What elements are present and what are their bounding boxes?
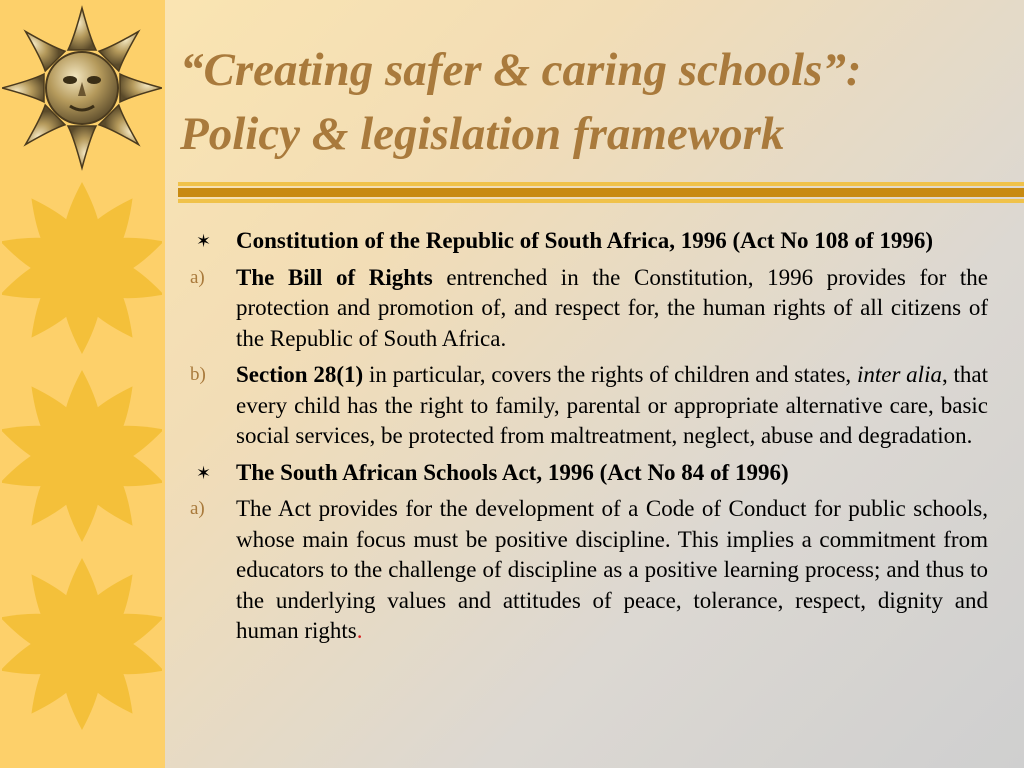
title-line-2: Policy & legislation framework: [180, 108, 785, 160]
item-heading: Section 28(1): [236, 362, 364, 387]
list-marker: a): [190, 266, 205, 288]
slide-title: [180, 38, 1020, 166]
slide-body: [190, 226, 988, 653]
title-line-1: “Creating safer & caring schools”:: [180, 44, 862, 96]
list-marker: a): [190, 498, 205, 519]
metal-sun-face-icon: [2, 4, 162, 174]
item-heading: Constitution of the Republic of South Africa, 1996 (Act No 108 of 1996): [236, 228, 934, 253]
title-divider: [178, 182, 1024, 204]
sun-sidebar: [0, 0, 165, 768]
list-item: [190, 263, 988, 355]
item-text: , that every child has the right to family, parental or appropriate alternative care, basic social services, be protected from maltreatment, neglect, abuse and degradation.: [236, 362, 988, 448]
sun-icon: [2, 368, 162, 543]
item-text: entrenched in the Constitution, 1996 provides for the protection and promotion of, and respect for, the human rights of all citizens of the Republic of South Africa.: [236, 264, 988, 351]
item-text: The Act provides for the development of a Code of Conduct for public schools, whose main focus must be positive discipline. This implies a commitment from educators to the challenge of discipline as a positive learning process; and thus to the underlying values and attitudes of peace, tolerance, respect, dignity and human rights: [236, 496, 988, 643]
item-heading: The Bill of Rights: [236, 264, 433, 290]
list-item: [190, 226, 988, 257]
list-item: [190, 494, 988, 647]
item-italic: inter alia: [856, 362, 942, 387]
star-bullet-icon: ✶: [196, 462, 212, 483]
star-bullet-icon: ✶: [196, 231, 212, 251]
list-item: [190, 360, 988, 452]
list-marker: b): [190, 364, 206, 385]
red-period: .: [356, 618, 363, 643]
sun-icon: [2, 556, 162, 731]
sun-icon: [2, 180, 162, 355]
item-text: in particular, covers the rights of children and states,: [363, 362, 857, 387]
list-item: [190, 458, 988, 489]
item-heading: The South African Schools Act, 1996 (Act No 84 of 1996): [236, 459, 789, 485]
